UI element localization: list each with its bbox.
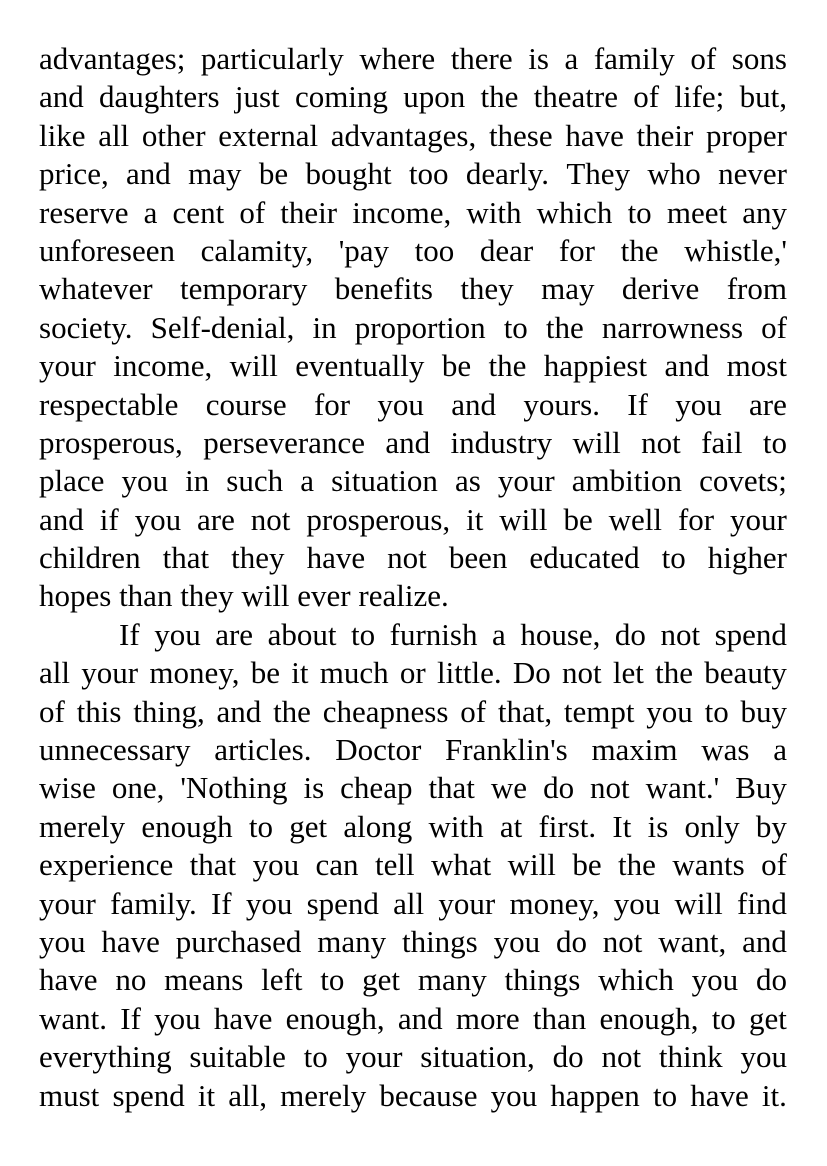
text-line: children that they have not been educated to higher	[39, 540, 787, 576]
text-line: and if you are not prosperous, it will be well for your	[39, 501, 787, 537]
text-line: place you in such a situation as your ambition covets;	[39, 463, 787, 499]
text-line: society. Self-denial, in proportion to the narrowness of	[39, 309, 787, 345]
text-line: whatever temporary benefits they may derive from	[39, 271, 787, 307]
text-line: like all other external advantages, these have their proper	[39, 117, 787, 153]
text-line: unnecessary articles. Doctor Franklin's maxim was a	[39, 732, 787, 768]
paragraph-2	[39, 616, 787, 1115]
text-line: experience that you can tell what will be the wants of	[39, 847, 787, 883]
text-line: you have purchased many things you do not want, and	[39, 923, 787, 959]
text-line: reserve a cent of their income, with which to meet any	[39, 194, 787, 230]
text-line: and daughters just coming upon the theatre of life; but,	[39, 79, 787, 115]
text-line: your income, will eventually be the happiest and most	[39, 348, 787, 384]
text-line: price, and may be bought too dearly. They who never	[39, 156, 787, 192]
text-line: of this thing, and the cheapness of that, tempt you to buy	[39, 693, 787, 729]
text-line: hopes than they will ever realize.	[39, 578, 449, 614]
text-line: all your money, be it much or little. Do not let the beauty	[39, 655, 787, 691]
paragraph-1	[39, 40, 787, 616]
text-line: If you are about to furnish a house, do not spend	[119, 616, 787, 652]
text-line: advantages; particularly where there is a family of sons	[39, 41, 787, 76]
text-line: prosperous, perseverance and industry will not fail to	[39, 424, 787, 460]
text-line: want. If you have enough, and more than enough, to get	[39, 1000, 787, 1036]
text-line: your family. If you spend all your money, you will find	[39, 885, 787, 921]
text-line: respectable course for you and yours. If you are	[39, 386, 787, 422]
document-page	[39, 40, 787, 1130]
text-line: unforeseen calamity, 'pay too dear for the whistle,'	[39, 232, 787, 268]
text-line: everything suitable to your situation, do not think you	[39, 1039, 787, 1075]
text-line: must spend it all, merely because you happen to have it.	[39, 1077, 787, 1113]
text-line: have no means left to get many things which you do	[39, 962, 787, 998]
text-line: merely enough to get along with at first. It is only by	[39, 808, 787, 844]
text-line: wise one, 'Nothing is cheap that we do not want.' Buy	[39, 770, 787, 806]
